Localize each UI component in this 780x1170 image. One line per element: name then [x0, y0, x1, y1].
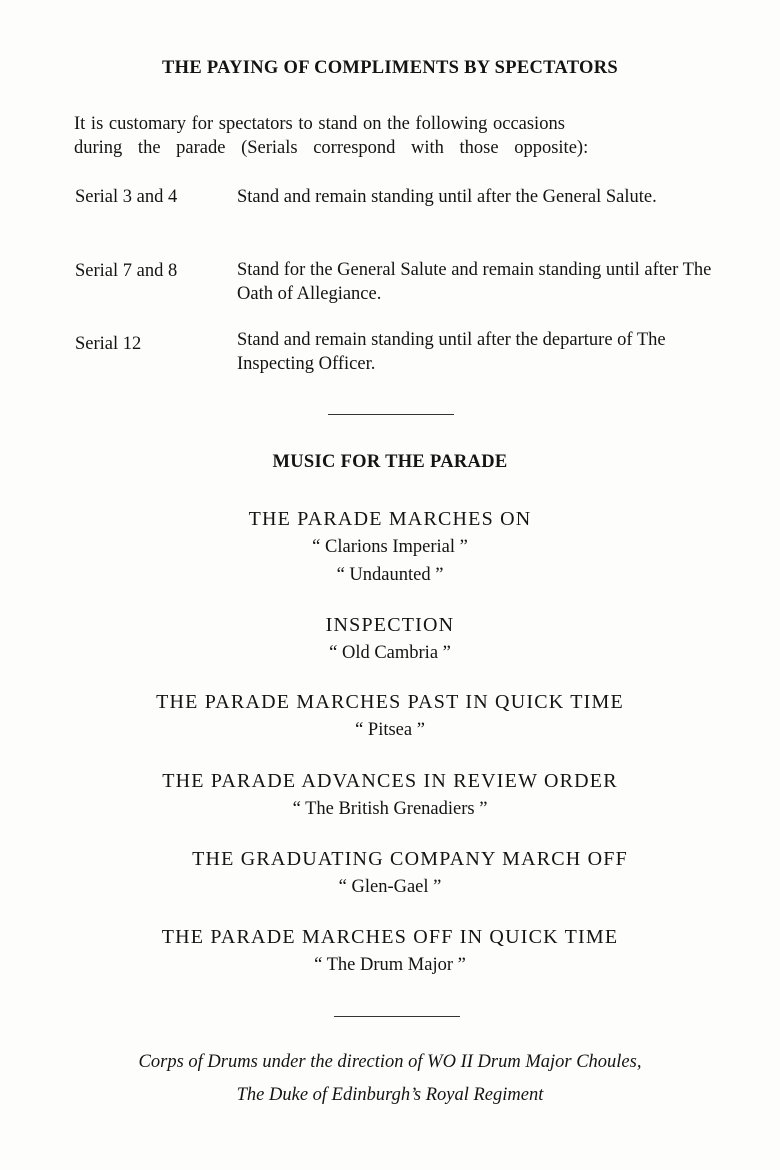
serial-label: Serial 12	[75, 334, 142, 354]
tune-title: “ Pitsea ”	[355, 720, 425, 740]
tune-title: “ Glen-Gael ”	[338, 877, 442, 897]
compliments-title: THE PAYING OF COMPLIMENTS BY SPECTATORS	[162, 58, 618, 78]
serial-text: Stand and remain standing until after the departure of The Inspecting Officer.	[237, 330, 666, 374]
footer-credit-line-1: Corps of Drums under the direction of WO II Drum Major Choules,	[138, 1052, 642, 1072]
footer-credit-line-2: The Duke of Edinburgh’s Royal Regiment	[236, 1085, 544, 1105]
serial-text: Stand and remain standing until after the General Salute.	[237, 187, 657, 207]
tune-title: “ Clarions Imperial ”	[312, 537, 468, 557]
music-title: MUSIC FOR THE PARADE	[272, 452, 508, 472]
music-heading: INSPECTION	[325, 614, 455, 636]
music-heading: THE PARADE MARCHES ON	[248, 508, 532, 530]
music-heading: THE GRADUATING COMPANY MARCH OFF	[192, 848, 628, 870]
intro-line-2: during the parade (Serials correspond with those opposite):	[74, 138, 589, 158]
music-heading: THE PARADE MARCHES OFF IN QUICK TIME	[161, 926, 619, 948]
tune-title: “ The British Grenadiers ”	[292, 799, 488, 819]
tune-title: “ Old Cambria ”	[329, 643, 451, 663]
intro-line-1: It is customary for spectators to stand on the following occasions	[74, 114, 565, 134]
tune-title: “ The Drum Major ”	[314, 955, 466, 975]
divider	[328, 414, 454, 415]
music-heading: THE PARADE MARCHES PAST IN QUICK TIME	[156, 691, 624, 713]
serial-label: Serial 7 and 8	[75, 261, 178, 281]
divider	[334, 1016, 460, 1017]
serial-label: Serial 3 and 4	[75, 187, 178, 207]
tune-title: “ Undaunted ”	[336, 565, 444, 585]
serial-text: Stand for the General Salute and remain standing until after The Oath of Allegiance.	[237, 260, 712, 304]
music-heading: THE PARADE ADVANCES IN REVIEW ORDER	[162, 770, 618, 792]
